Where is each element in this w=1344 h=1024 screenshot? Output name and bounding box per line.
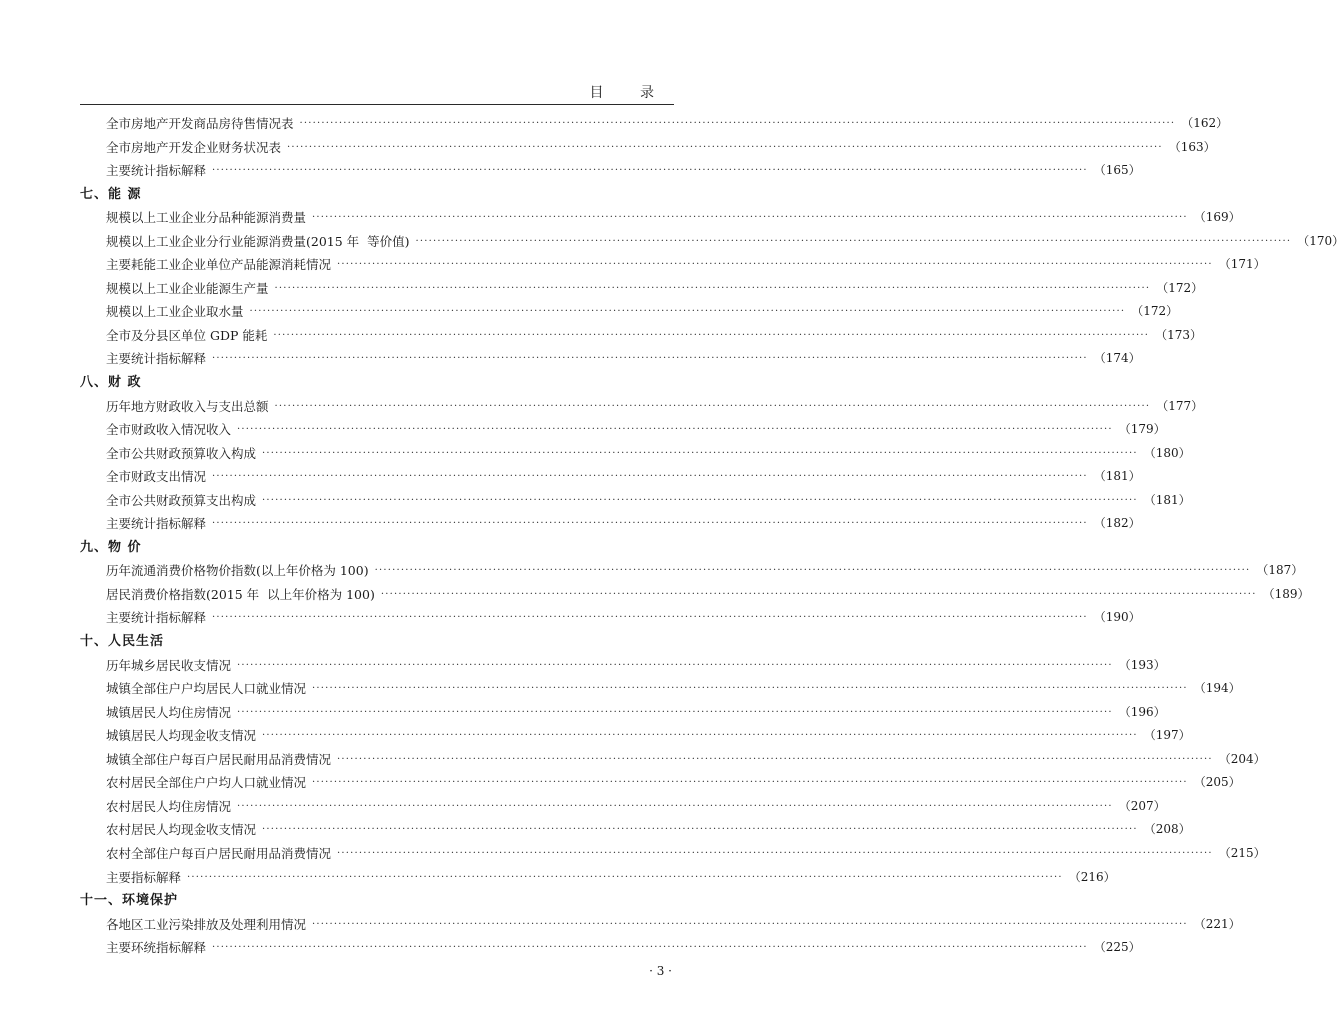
toc-entry-page: （187） <box>1256 563 1304 578</box>
toc-entry-title: 主要环统指标解释 <box>106 940 207 956</box>
toc-entry[interactable] <box>80 112 1229 136</box>
toc-entry-page: （207） <box>1118 798 1166 813</box>
toc-entry[interactable] <box>80 347 1141 371</box>
toc-entry-title: 各地区工业污染排放及处理利用情况 <box>106 916 307 932</box>
toc-entry-title: 全市公共财政预算支出构成 <box>106 492 257 508</box>
toc-entry-title: 主要统计指标解释 <box>106 163 207 179</box>
dot-leader: ········································································································································································································ <box>212 942 1088 954</box>
toc-entry-page: （181） <box>1143 492 1191 507</box>
toc-entry-page: （162） <box>1181 116 1229 130</box>
dot-leader: ········································································································································································································ <box>337 259 1213 271</box>
toc-entry[interactable] <box>80 724 1191 748</box>
toc-entry[interactable] <box>80 230 1344 254</box>
dot-leader: ········································································································································································································ <box>312 212 1188 224</box>
dot-leader: ········································································································································································································ <box>212 471 1088 483</box>
toc-entry[interactable] <box>80 206 1241 230</box>
toc-entry-title: 城镇居民人均现金收支情况 <box>106 728 257 744</box>
section-title: 十一、环境保护 <box>80 893 179 909</box>
dot-leader: ········································································································································································································ <box>274 282 1151 294</box>
toc-entry-title: 城镇全部住户户均居民人口就业情况 <box>106 681 307 697</box>
toc-entry-title: 全市房地产开发商品房待售情况表 <box>106 116 294 131</box>
toc-entry-title: 主要耗能工业企业单位产品能源消耗情况 <box>106 257 332 273</box>
toc-entry[interactable] <box>80 795 1166 819</box>
toc-entry-title: 主要统计指标解释 <box>106 516 207 532</box>
toc-entry[interactable] <box>80 913 1241 937</box>
toc-entry-title: 居民消费价格指数(2015 年 以上年价格为 100) <box>106 586 375 602</box>
dot-leader: ········································································································································································································ <box>237 659 1113 671</box>
toc-entry[interactable] <box>80 418 1166 442</box>
page-header <box>80 80 674 105</box>
toc-entry-title: 全市房地产开发企业财务状况表 <box>106 139 282 155</box>
toc-entry-page: （194） <box>1193 681 1241 696</box>
toc-entry-page: （190） <box>1093 610 1141 625</box>
section-title: 七、能 源 <box>80 186 142 202</box>
dot-leader: ········································································································································································································ <box>262 494 1138 506</box>
toc-entry-page: （172） <box>1156 280 1204 295</box>
toc-entry[interactable] <box>80 818 1191 842</box>
dot-leader: ········································································································································································································ <box>249 306 1126 318</box>
toc-entry[interactable] <box>80 936 1141 960</box>
dot-leader: ········································································································································································································ <box>212 612 1088 624</box>
toc-entry-page: （163） <box>1168 139 1216 154</box>
dot-leader: ········································································································································································································ <box>287 141 1163 153</box>
toc-entry-page: （174） <box>1093 351 1141 366</box>
toc-entry-title: 规模以上工业企业取水量 <box>106 304 244 320</box>
toc-entry[interactable] <box>80 395 1204 419</box>
toc-entry-page: （171） <box>1218 257 1266 272</box>
toc-entry[interactable] <box>80 136 1216 160</box>
dot-leader: ········································································································································································································ <box>212 518 1088 530</box>
toc-entry-page: （205） <box>1193 775 1241 790</box>
toc-entry-title: 规模以上工业企业分行业能源消费量(2015 年 等价值) <box>106 233 410 249</box>
toc-section-heading <box>80 889 674 913</box>
toc-section-heading <box>80 371 674 395</box>
dot-leader: ········································································································································································································ <box>337 847 1213 859</box>
toc-entry-page: （196） <box>1118 704 1166 719</box>
page-number: · 3 · <box>649 964 672 978</box>
toc-section-heading <box>80 536 674 560</box>
toc-entry-page: （204） <box>1218 751 1266 766</box>
toc-entry-page: （208） <box>1143 822 1191 837</box>
toc-entry[interactable] <box>80 465 1141 489</box>
toc-entry[interactable] <box>80 442 1191 466</box>
toc-entry-title: 历年地方财政收入与支出总额 <box>106 398 269 414</box>
toc-entry-title: 全市财政支出情况 <box>106 469 207 485</box>
toc-entry-page: （216） <box>1068 869 1116 884</box>
toc-entry-page: （177） <box>1156 398 1204 413</box>
toc-entry-page: （215） <box>1218 845 1266 860</box>
header-title: 目 录 <box>589 85 670 101</box>
dot-leader: ········································································································································································································ <box>374 565 1251 577</box>
toc-entry-title: 历年城乡居民收支情况 <box>106 657 232 673</box>
toc-entry-title: 农村居民人均住房情况 <box>106 798 232 814</box>
toc-entry-title: 全市公共财政预算收入构成 <box>106 445 257 461</box>
toc-entry-title: 主要指标解释 <box>106 869 182 885</box>
dot-leader: ········································································································································································································ <box>262 730 1138 742</box>
toc-entry[interactable] <box>80 324 1203 348</box>
dot-leader: ········································································································································································································ <box>212 353 1088 365</box>
dot-leader: ········································································································································································································ <box>312 777 1188 789</box>
toc-entry-title: 主要统计指标解释 <box>106 610 207 626</box>
section-title: 九、物 价 <box>80 539 142 555</box>
toc-entry[interactable] <box>80 559 1304 583</box>
toc-entry-page: （170） <box>1297 233 1344 248</box>
dot-leader: ········································································································································································································ <box>312 918 1188 930</box>
toc-entry[interactable] <box>80 677 1241 701</box>
toc-entry-page: （189） <box>1262 586 1310 601</box>
toc-entry[interactable] <box>80 654 1166 678</box>
toc-entry[interactable] <box>80 606 1141 630</box>
toc-entry-title: 城镇全部住户每百户居民耐用品消费情况 <box>106 751 332 767</box>
toc-entry-page: （193） <box>1118 657 1166 672</box>
toc-entry[interactable] <box>80 842 1266 866</box>
toc-entry-title: 全市及分县区单位 GDP 能耗 <box>106 327 268 343</box>
toc-entry[interactable] <box>80 159 1141 183</box>
toc-entry-page: （225） <box>1093 940 1141 955</box>
dot-leader: ········································································································································································································ <box>237 424 1113 436</box>
toc-section-heading <box>80 183 674 207</box>
toc-entry-page: （172） <box>1131 304 1179 319</box>
toc-entry-title: 农村居民全部住户户均人口就业情况 <box>106 775 307 791</box>
dot-leader: ········································································································································································································ <box>337 753 1213 765</box>
toc-entry[interactable] <box>80 866 1116 890</box>
toc-entry[interactable] <box>80 253 1266 277</box>
dot-leader: ········································································································································································································ <box>237 706 1113 718</box>
toc-entry[interactable] <box>80 277 1204 301</box>
toc-entry-title: 城镇居民人均住房情况 <box>106 704 232 720</box>
dot-leader: ········································································································································································································ <box>212 165 1088 177</box>
toc-entry-title: 规模以上工业企业能源生产量 <box>106 280 269 296</box>
toc-entry[interactable] <box>80 512 1141 536</box>
toc-entry[interactable] <box>80 748 1266 772</box>
dot-leader: ········································································································································································································ <box>312 683 1188 695</box>
toc-section-heading <box>80 630 674 654</box>
dot-leader: ········································································································································································································ <box>262 447 1138 459</box>
toc-entry-page: （180） <box>1143 445 1191 460</box>
toc-entry-page: （197） <box>1143 728 1191 743</box>
toc-entry[interactable] <box>80 771 1241 795</box>
toc-entry-page: （165） <box>1093 163 1141 178</box>
toc-entry-title: 规模以上工业企业分品种能源消费量 <box>106 210 307 226</box>
dot-leader: ········································································································································································································ <box>299 118 1176 129</box>
toc-entry-page: （181） <box>1093 469 1141 484</box>
toc-entry-page: （169） <box>1193 210 1241 225</box>
dot-leader: ········································································································································································································ <box>415 235 1292 247</box>
dot-leader: ········································································································································································································ <box>380 588 1257 600</box>
toc-entry-page: （182） <box>1093 516 1141 531</box>
toc-entry[interactable] <box>80 583 1310 607</box>
dot-leader: ········································································································································································································ <box>273 329 1150 341</box>
dot-leader: ········································································································································································································ <box>237 800 1113 812</box>
toc-entry-title: 历年流通消费价格物价指数(以上年价格为 100) <box>106 563 369 579</box>
section-title: 八、财 政 <box>80 375 142 391</box>
toc-entry[interactable] <box>80 489 1191 513</box>
toc-entry-page: （173） <box>1155 327 1203 342</box>
toc-entry-title: 农村居民人均现金收支情况 <box>106 822 257 838</box>
toc-entry-page: （179） <box>1118 422 1166 437</box>
toc-entry-title: 主要统计指标解释 <box>106 351 207 367</box>
dot-leader: ········································································································································································································ <box>187 871 1063 883</box>
dot-leader: ········································································································································································································ <box>274 400 1151 412</box>
toc-entry-page: （221） <box>1193 916 1241 931</box>
table-of-contents <box>80 112 1344 960</box>
dot-leader: ········································································································································································································ <box>262 824 1138 836</box>
toc-entry-title: 农村全部住户每百户居民耐用品消费情况 <box>106 845 332 861</box>
toc-entry-title: 全市财政收入情况收入 <box>106 422 232 438</box>
section-title: 十、人民生活 <box>80 634 165 650</box>
toc-entry[interactable] <box>80 701 1166 725</box>
toc-entry[interactable] <box>80 300 1179 324</box>
